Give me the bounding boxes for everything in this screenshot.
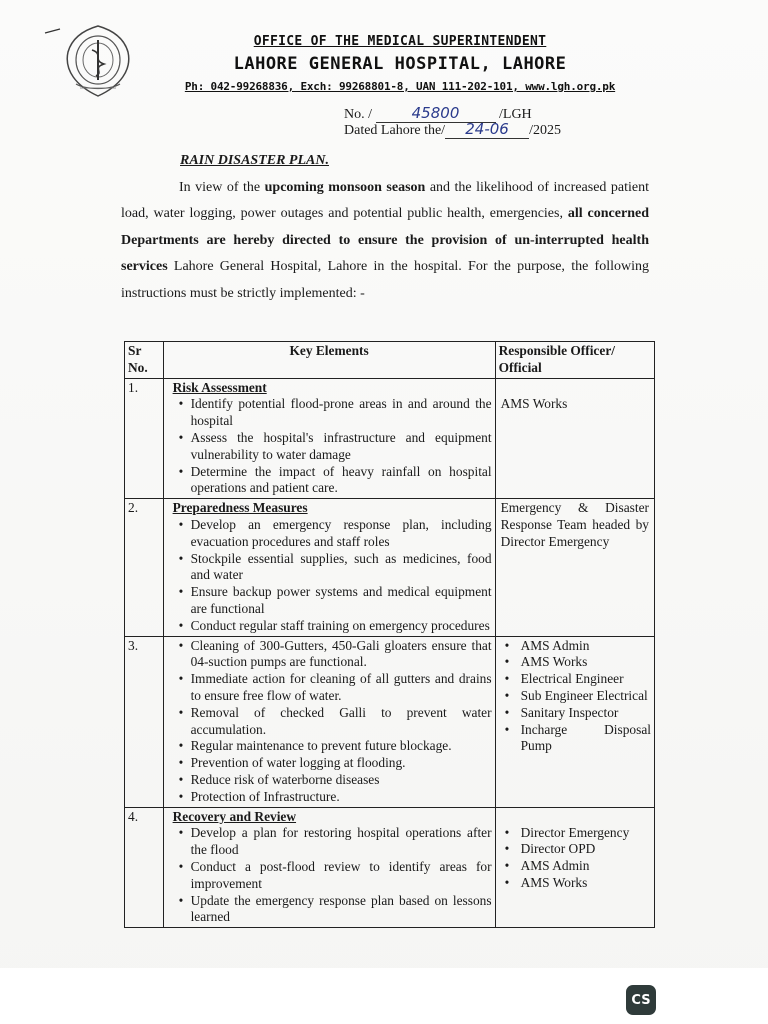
officer-item: • Sanitary Inspector [501,705,651,722]
list-item: • Cleaning of 300-Gutters, 450-Gali gloaters ensure that 04-suction pumps are functional. [181,638,492,672]
intro-paragraph [121,175,649,307]
officer-item: • Electrical Engineer [501,671,651,688]
officer-item: • Director OPD [501,841,651,858]
header-key-elements: Key Elements [163,342,495,379]
list-item: • Prevention of water logging at flooding. [181,755,492,772]
intro-text-1: In view of the [179,180,265,195]
reference-date-prefix: Dated Lahore the/ [344,123,446,138]
intro-text-3: Lahore General Hospital, Lahore in the hospital. For the purpose, the following instructions must be strictly implemented: - [121,259,649,301]
officer-item: • Sub Engineer Electrical [501,688,651,705]
officer-text: AMS Works [500,395,568,411]
reference-no-prefix: No. / [344,107,372,122]
list-item: • Removal of checked Galli to prevent water accumulation. [181,705,492,739]
officer-list [499,638,651,756]
list-item: • Develop an emergency response plan, including evacuation procedures and staff roles [181,517,492,551]
intro-bold-2: all concerned Departments are hereby directed to ensure the provision of un-interrupted health services [121,206,649,275]
row-key-elements [163,378,495,499]
officer-text: Emergency & Disaster Response Team headed by Director Emergency [500,500,649,549]
list-item: • Assess the hospital's infrastructure and equipment vulnerability to water damage [181,430,492,464]
key-elements-list [167,517,492,635]
reference-date [344,120,561,139]
hospital-name: LAHORE GENERAL HOSPITAL, LAHORE [233,54,567,74]
officer-item: • Director Emergency [501,825,651,842]
row-responsible-officer [495,378,654,499]
list-item: • Protection of Infrastructure. [181,789,492,806]
officer-item: • AMS Admin [501,858,651,875]
table-row [125,378,655,499]
list-item: • Update the emergency response plan based on lessons learned [181,893,492,927]
list-item: • Immediate action for cleaning of all gutters and drains to ensure free flow of water. [181,671,492,705]
row-sr: 4. [125,807,164,928]
section-title: Recovery and Review [172,808,297,824]
row-responsible-officer [495,807,654,928]
table-row [125,499,655,636]
list-item: • Stockpile essential supplies, such as medicines, food and water [181,551,492,585]
list-item: • Determine the impact of heavy rainfall on hospital operations and patient care. [181,464,492,498]
list-item: • Ensure backup power systems and medical equipment are functional [181,584,492,618]
row-sr: 1. [125,378,164,499]
table-row [125,636,655,807]
list-item: • Reduce risk of waterborne diseases [181,772,492,789]
reference-no-suffix: /LGH [499,107,532,122]
hospital-logo-icon [62,24,134,100]
row-sr: 3. [125,636,164,807]
officer-list [499,825,651,892]
list-item: • Regular maintenance to prevent future blockage. [181,738,492,755]
table-header-row [125,342,655,379]
header-responsible-officer: Responsible Officer/ Official [495,342,654,379]
row-sr: 2. [125,499,164,636]
section-title: Preparedness Measures [172,500,308,516]
officer-item: • AMS Works [501,654,651,671]
intro-bold-1: upcoming monsoon season [264,180,426,195]
officer-item: • AMS Admin [501,638,651,655]
pen-mark-icon [44,28,62,34]
row-responsible-officer [495,636,654,807]
officer-item: • Incharge Disposal Pump [501,722,651,756]
row-key-elements [163,636,495,807]
plan-table [124,341,655,928]
reference-date-suffix: /2025 [529,123,561,138]
officer-item: • AMS Works [501,875,651,892]
intro-text-2: and the likelihood of increased patient load, water logging, power outages and potential public health, emergencies, [121,180,649,222]
camscanner-badge-icon: CS [626,985,656,1015]
list-item: • Develop a plan for restoring hospital operations after the flood [181,825,492,859]
row-key-elements [163,807,495,928]
section-title: Risk Assessment [172,379,267,395]
list-item: • Conduct a post-flood review to identify areas for improvement [181,859,492,893]
header-sr-no: Sr No. [125,342,164,379]
list-item: • Conduct regular staff training on emergency procedures [181,618,492,635]
key-elements-list [167,825,492,926]
contact-line: Ph: 042-99268836, Exch: 99268801-8, UAN 111-202-101, www.lgh.org.pk [184,80,616,93]
list-item: • Identify potential flood-prone areas in and around the hospital [181,396,492,430]
row-responsible-officer [495,499,654,636]
table-row [125,807,655,928]
row-key-elements [163,499,495,636]
office-heading: OFFICE OF THE MEDICAL SUPERINTENDENT [253,34,547,49]
document-title: RAIN DISASTER PLAN. [180,153,329,168]
key-elements-list [167,638,492,806]
key-elements-list [167,396,492,497]
reference-no-handwritten: 45800 [376,104,496,123]
reference-date-handwritten: 24-06 [445,120,529,139]
